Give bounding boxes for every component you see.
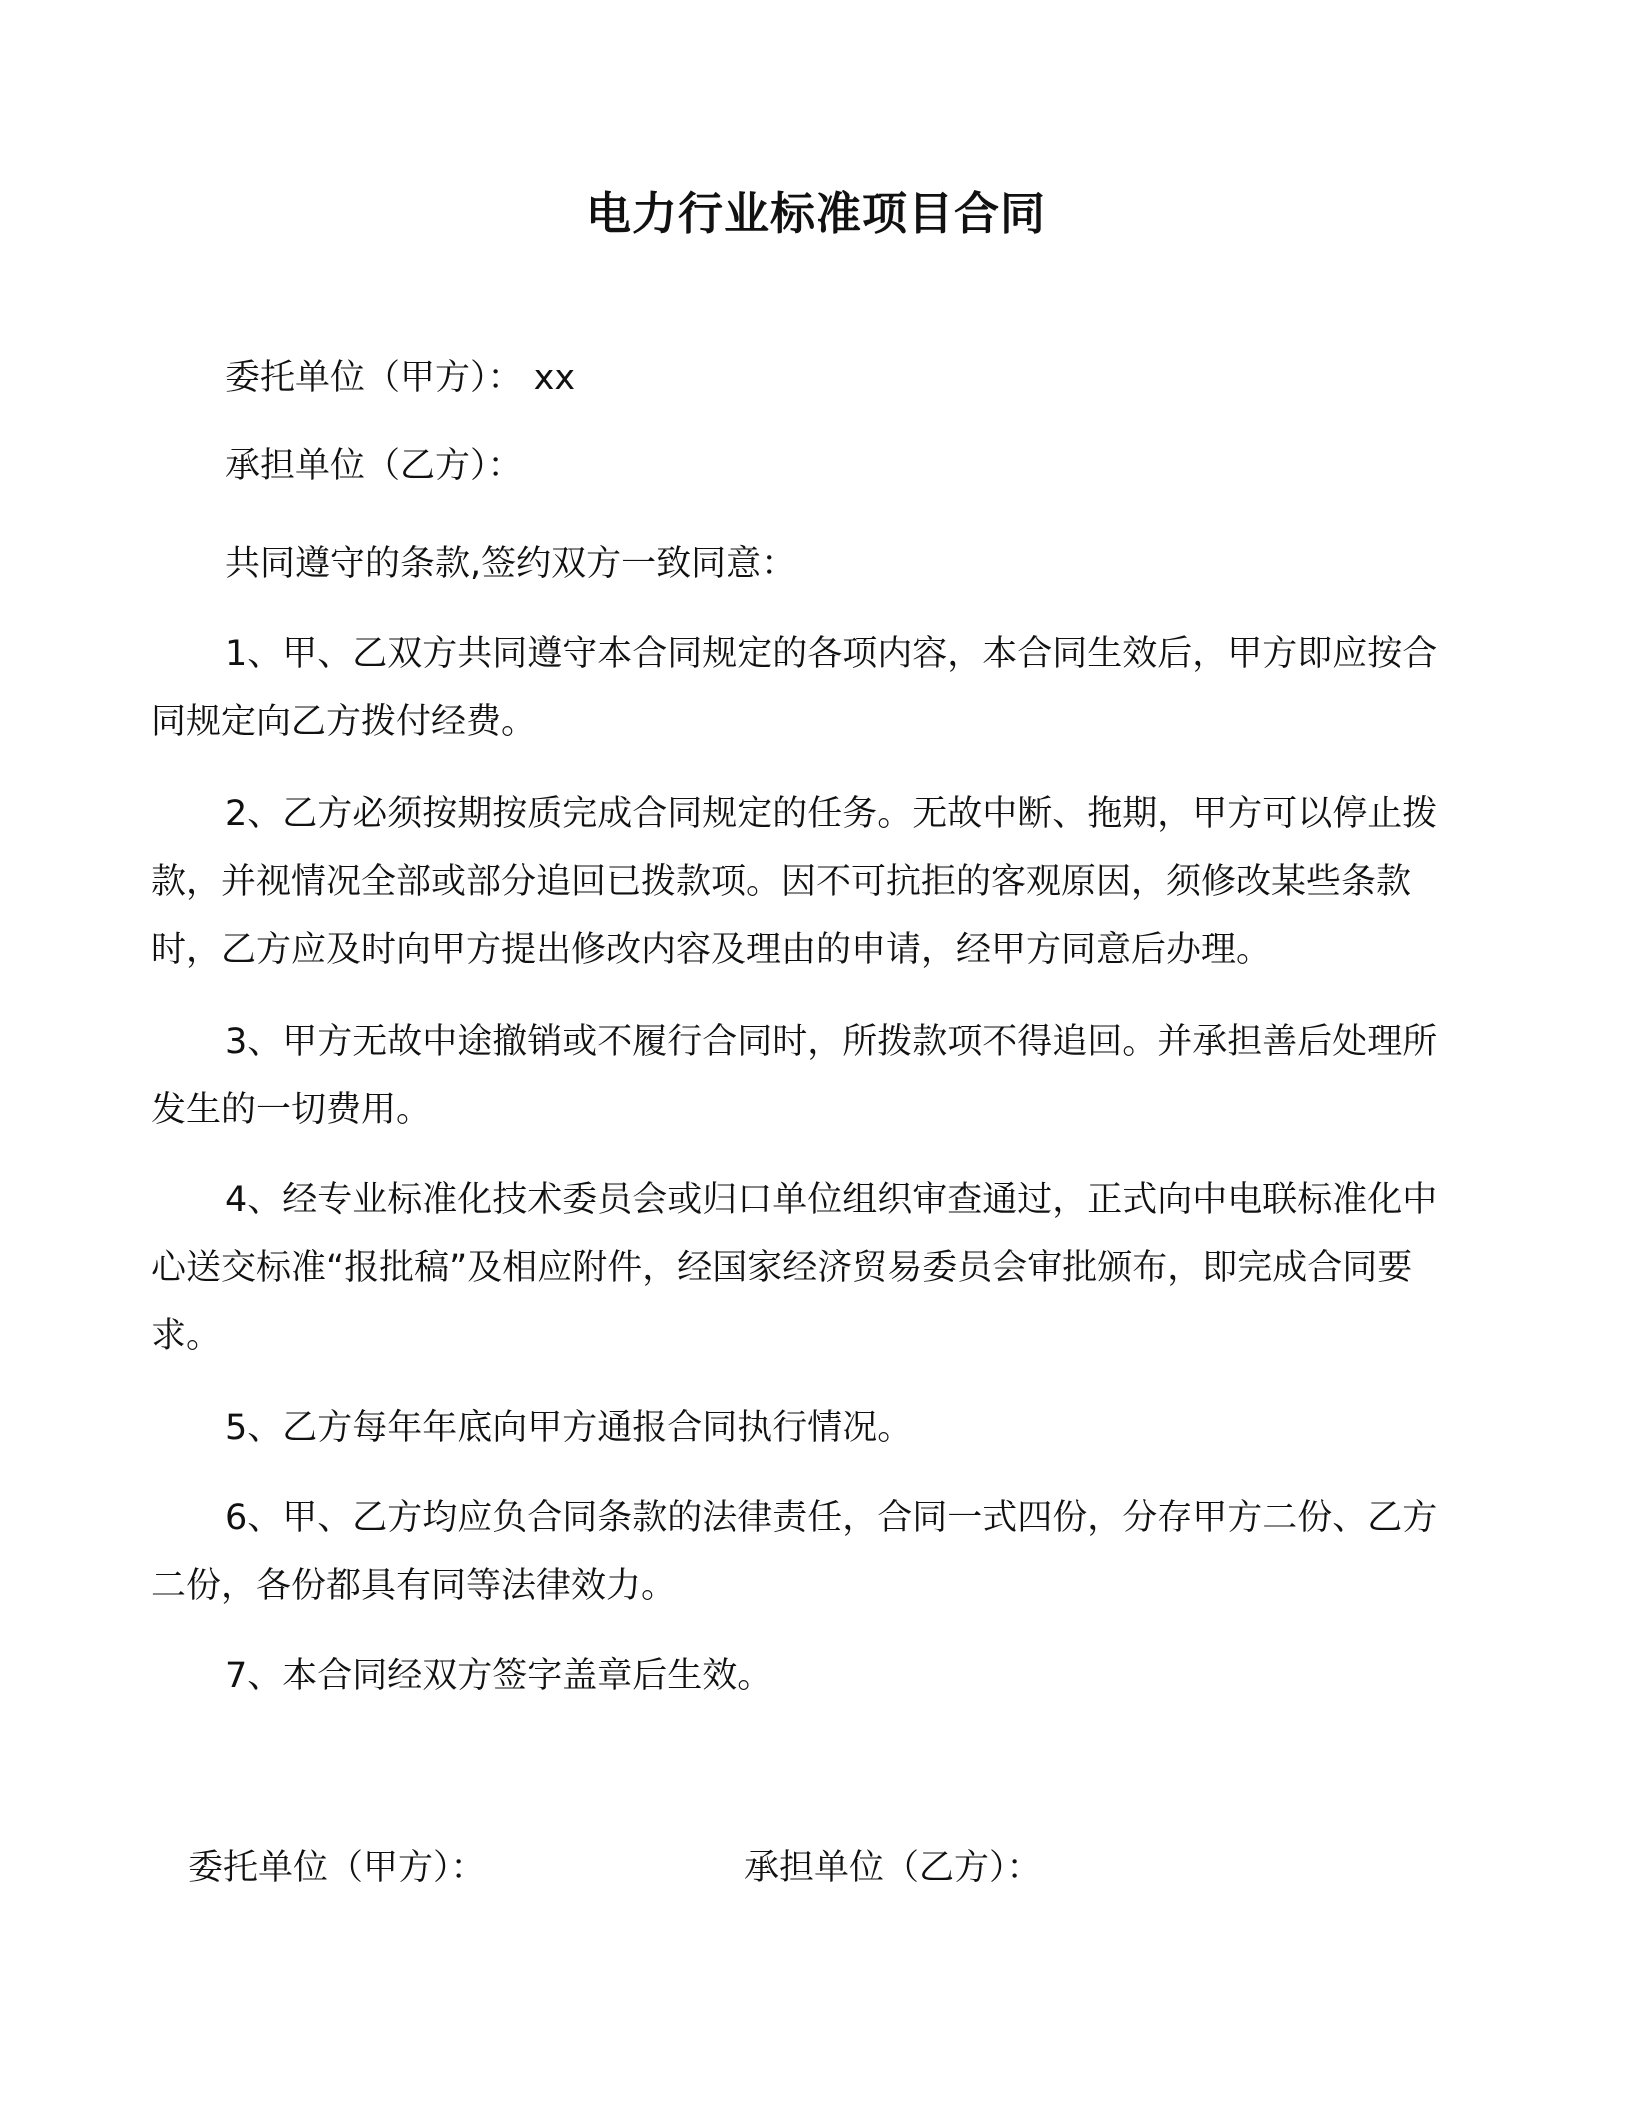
signature-party-b-label: 承担单位（乙方）： [744, 1848, 1042, 1888]
signature-party-a-label: 委托单位（甲方）： [188, 1848, 486, 1888]
clause-6: 6、甲、乙方均应负合同条款的法律责任，合同一式四份，分存甲方二份、乙方二份，各份都具有同等法律效力。 [151, 1498, 1438, 1606]
clause-7: 7、本合同经双方签字盖章后生效。 [225, 1656, 773, 1696]
party-b-line: 承担单位（乙方）： [225, 446, 523, 486]
clause-3: 3、甲方无故中途撤销或不履行合同时，所拨款项不得追回。并承担善后处理所发生的一切费用。 [151, 1022, 1438, 1130]
agreement-intro: 共同遵守的条款,签约双方一致同意： [225, 544, 797, 584]
party-a-line: 委托单位（甲方）： xx [225, 358, 576, 398]
clause-2: 2、乙方必须按期按质完成合同规定的任务。无故中断、拖期，甲方可以停止拨款，并视情况全部或部分追回已拨款项。因不可抗拒的客观原因，须修改某些条款时，乙方应及时向甲方提出修改内容及理由的申请，经甲方同意后办理。 [151, 794, 1438, 970]
clause-5: 5、乙方每年年底向甲方通报合同执行情况。 [225, 1408, 913, 1448]
document-title: 电力行业标准项目合同 [585, 187, 1046, 240]
clause-4: 4、经专业标准化技术委员会或归口单位组织审查通过，正式向中电联标准化中心送交标准“报批稿”及相应附件，经国家经济贸易委员会审批颁布，即完成合同要求。 [151, 1180, 1438, 1356]
clause-1: 1、甲、乙双方共同遵守本合同规定的各项内容，本合同生效后，甲方即应按合同规定向乙方拨付经费。 [151, 634, 1438, 742]
